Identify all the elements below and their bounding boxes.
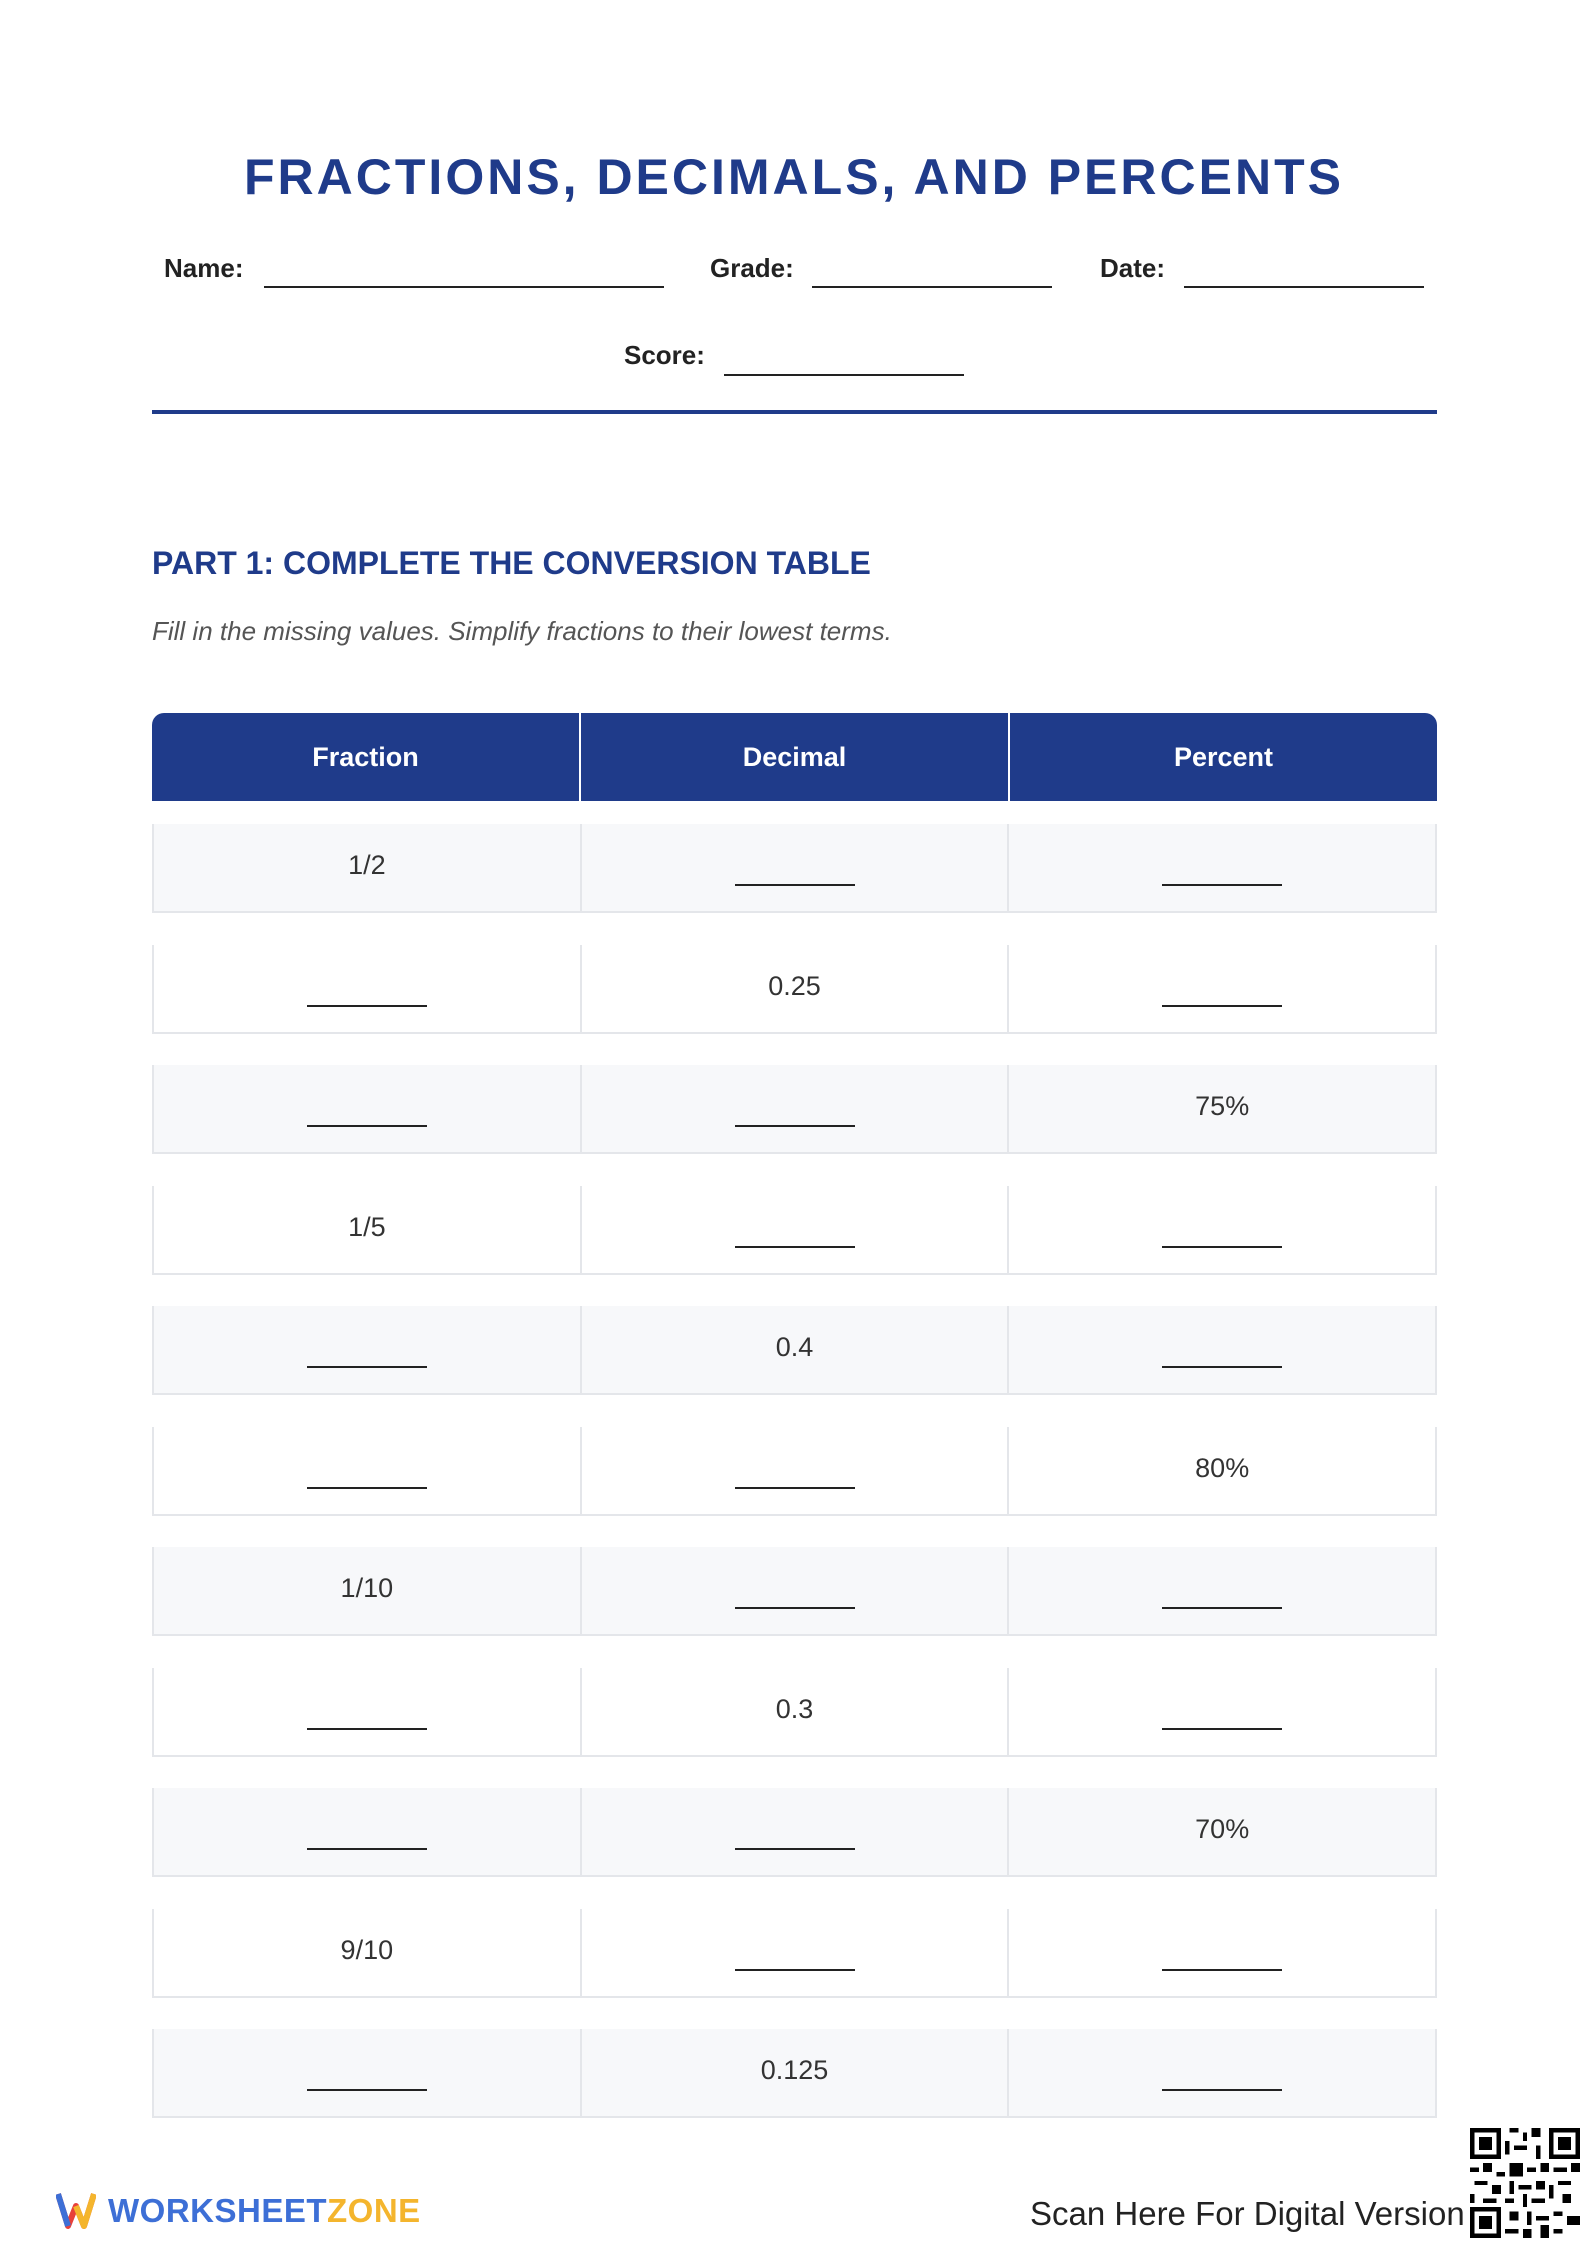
- table-cell-fraction: [154, 1186, 582, 1273]
- cell-value: 1/5: [348, 1212, 386, 1242]
- table-row: [152, 945, 1437, 1034]
- brand-name-part1: WORKSHEET: [108, 2192, 327, 2229]
- table-row: [152, 1306, 1437, 1395]
- table-cell-fraction: [154, 1668, 582, 1755]
- answer-blank[interactable]: [735, 1848, 855, 1850]
- table-cell-fraction: [154, 1065, 582, 1152]
- answer-blank[interactable]: [307, 1366, 427, 1368]
- score-field[interactable]: [724, 374, 964, 376]
- table-cell-decimal: [582, 945, 1010, 1032]
- cell-value: 9/10: [340, 1935, 394, 1965]
- table-cell-decimal: [582, 1427, 1010, 1514]
- date-label: Date:: [1100, 253, 1166, 283]
- answer-blank[interactable]: [1162, 884, 1282, 886]
- answer-blank[interactable]: [1162, 1366, 1282, 1368]
- cell-value: 1/10: [340, 1573, 394, 1603]
- table-cell-fraction: [154, 945, 582, 1032]
- cell-value: 80%: [1195, 1453, 1250, 1483]
- cell-value: 75%: [1195, 1091, 1250, 1121]
- column-header-decimal: Decimal: [581, 713, 1010, 801]
- answer-blank[interactable]: [735, 1125, 855, 1127]
- page-title: FRACTIONS, DECIMALS, AND PERCENTS: [244, 149, 1344, 205]
- table-cell-decimal: [582, 824, 1010, 911]
- answer-blank[interactable]: [307, 1728, 427, 1730]
- answer-blank[interactable]: [307, 1005, 427, 1007]
- qr-code-icon[interactable]: [1470, 2128, 1580, 2238]
- table-cell-decimal: [582, 1065, 1010, 1152]
- table-cell-fraction: [154, 1427, 582, 1514]
- answer-blank[interactable]: [1162, 1728, 1282, 1730]
- table-row: [152, 1427, 1437, 1516]
- scan-text: Scan Here For Digital Version: [1030, 2195, 1465, 2232]
- name-label: Name:: [164, 253, 244, 283]
- table-cell-percent: [1009, 1065, 1435, 1152]
- table-cell-fraction: [154, 2029, 582, 2116]
- table-cell-fraction: [154, 824, 582, 911]
- table-cell-fraction: [154, 1547, 582, 1634]
- answer-blank[interactable]: [307, 1125, 427, 1127]
- answer-blank[interactable]: [735, 1246, 855, 1248]
- answer-blank[interactable]: [307, 1487, 427, 1489]
- name-field[interactable]: [264, 286, 664, 288]
- answer-blank[interactable]: [1162, 2089, 1282, 2091]
- table-row: [152, 1186, 1437, 1275]
- table-header: [152, 713, 1437, 801]
- table-cell-fraction: [154, 1788, 582, 1875]
- column-header-percent: Percent: [1173, 741, 1274, 772]
- table-cell-percent: [1009, 1427, 1435, 1514]
- table-cell-decimal: [582, 1306, 1010, 1393]
- answer-blank[interactable]: [1162, 1005, 1282, 1007]
- table-cell-decimal: [582, 2029, 1010, 2116]
- table-cell-percent: [1009, 824, 1435, 911]
- table-row: [152, 1909, 1437, 1998]
- column-header-fraction: Fraction: [152, 713, 581, 801]
- answer-blank[interactable]: [735, 1607, 855, 1609]
- table-cell-decimal: [582, 1668, 1010, 1755]
- table-row: [152, 1547, 1437, 1636]
- header-divider: [152, 410, 1437, 414]
- table-row: [152, 2029, 1437, 2118]
- date-field[interactable]: [1184, 286, 1424, 288]
- table-row: [152, 1788, 1437, 1877]
- cell-value: 0.4: [775, 1332, 814, 1362]
- answer-blank[interactable]: [1162, 1969, 1282, 1971]
- answer-blank[interactable]: [735, 884, 855, 886]
- table-cell-decimal: [582, 1788, 1010, 1875]
- table-cell-decimal: [582, 1186, 1010, 1273]
- answer-blank[interactable]: [735, 1487, 855, 1489]
- cell-value: 0.125: [760, 2055, 829, 2085]
- table-cell-percent: [1009, 945, 1435, 1032]
- brand-name-part2: ZONE: [327, 2192, 421, 2229]
- table-cell-percent: [1009, 1306, 1435, 1393]
- table-cell-decimal: [582, 1909, 1010, 1996]
- table-cell-fraction: [154, 1909, 582, 1996]
- answer-blank[interactable]: [307, 1848, 427, 1850]
- table-cell-percent: [1009, 1909, 1435, 1996]
- table-row: [152, 1065, 1437, 1154]
- grade-field[interactable]: [812, 286, 1052, 288]
- score-label: Score:: [624, 340, 705, 370]
- answer-blank[interactable]: [1162, 1246, 1282, 1248]
- cell-value: 0.25: [768, 971, 821, 1001]
- table-cell-percent: [1009, 1668, 1435, 1755]
- cell-value: 1/2: [348, 850, 386, 880]
- grade-label: Grade:: [710, 253, 794, 283]
- worksheetzone-logo-icon: [56, 2186, 96, 2230]
- table-row: [152, 824, 1437, 913]
- brand-name: [108, 2192, 421, 2230]
- answer-blank[interactable]: [1162, 1607, 1282, 1609]
- table-cell-percent: [1009, 1186, 1435, 1273]
- section-instructions: Fill in the missing values. Simplify fractions to their lowest terms.: [152, 616, 892, 646]
- table-row: [152, 1668, 1437, 1757]
- section-title: PART 1: COMPLETE THE CONVERSION TABLE: [152, 545, 871, 581]
- table-cell-percent: [1009, 2029, 1435, 2116]
- answer-blank[interactable]: [735, 1969, 855, 1971]
- cell-value: 70%: [1195, 1814, 1250, 1844]
- table-cell-decimal: [582, 1547, 1010, 1634]
- table-cell-percent: [1009, 1788, 1435, 1875]
- table-cell-fraction: [154, 1306, 582, 1393]
- table-cell-percent: [1009, 1547, 1435, 1634]
- cell-value: 0.3: [775, 1694, 814, 1724]
- answer-blank[interactable]: [307, 2089, 427, 2091]
